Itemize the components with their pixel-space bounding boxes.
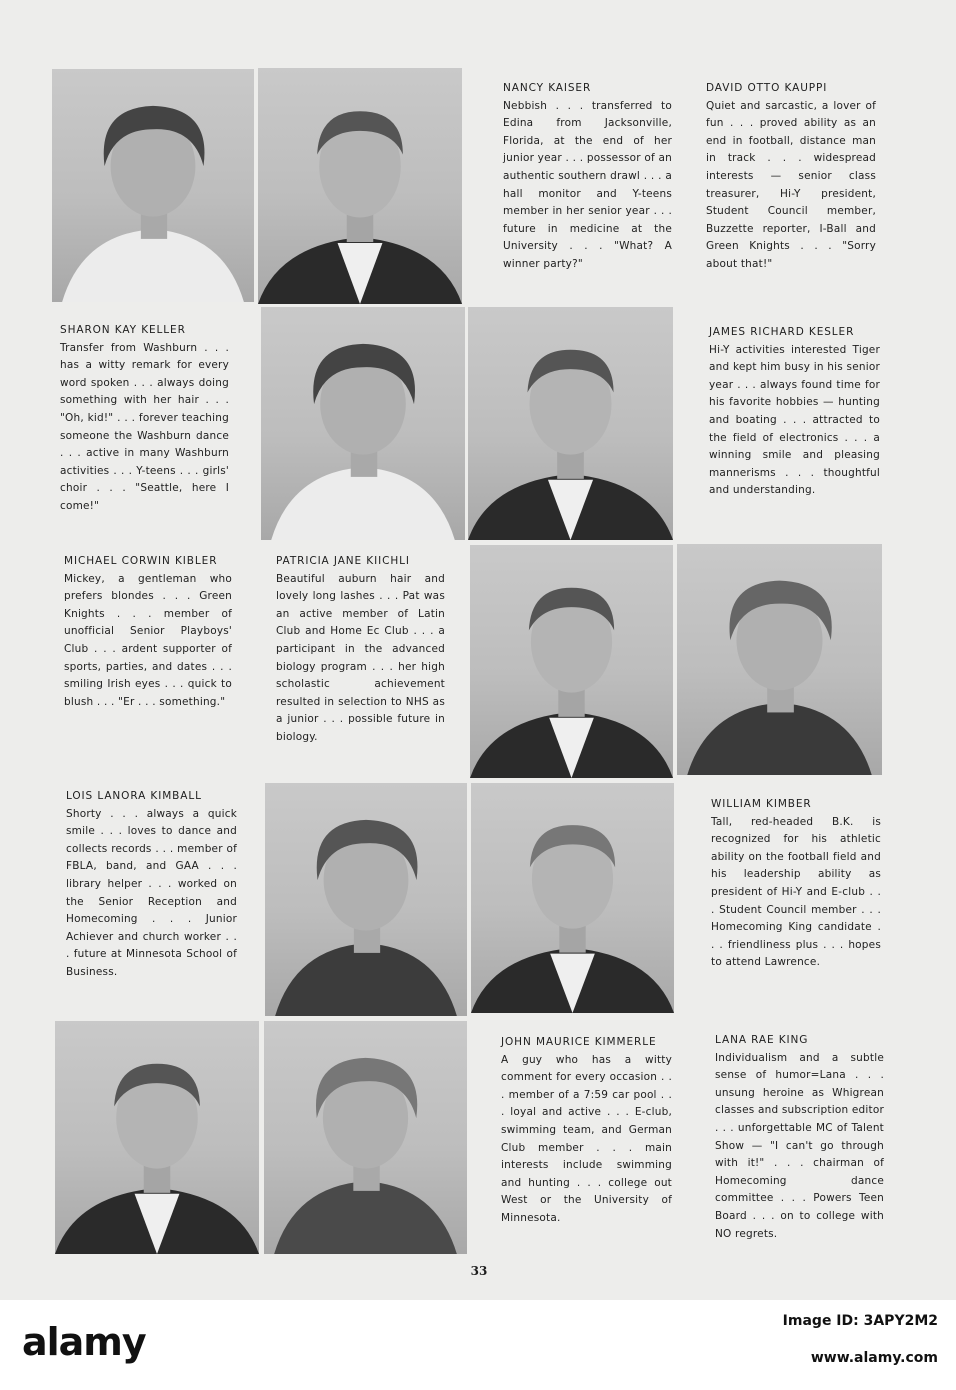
student-description: Hi-Y activities interested Tiger and kept him busy in his senior year . . . always found time for his favorite hobbies — hunting and boating . . . attracted to the field of electronics . . . a winning smile and pleasing mannerisms . . . thoughtful and understanding.	[709, 343, 880, 497]
student-name: LOIS LANORA KIMBALL	[66, 790, 202, 802]
student-bio-nancy-kaiser	[503, 80, 672, 274]
student-bio-patricia-jane-kiichli	[276, 553, 445, 747]
student-bio-james-richard-kesler	[709, 324, 880, 500]
student-name: LANA RAE KING	[715, 1034, 809, 1046]
student-bio-john-maurice-kimmerle	[501, 1034, 672, 1228]
portrait-photo-boy	[55, 1021, 259, 1254]
portrait-photo-girl	[52, 69, 254, 302]
student-bio-lois-lanora-kimball	[66, 788, 237, 982]
student-bio-michael-corwin-kibler	[64, 553, 232, 711]
student-bio-david-otto-kauppi	[706, 80, 876, 274]
student-name: DAVID OTTO KAUPPI	[706, 82, 828, 94]
portrait-photo-girl	[261, 307, 465, 540]
student-description: Shorty . . . always a quick smile . . . loves to dance and collects records . . . member of FBLA, band, and GAA . . . library helper . . . worked on the Senior Reception and Homecoming . . . Junior Achiever and church worker . . . future at Minnesota School of Business.	[66, 807, 237, 978]
student-name: MICHAEL CORWIN KIBLER	[64, 555, 218, 567]
student-bio-william-kimber	[711, 796, 881, 972]
student-name: NANCY KAISER	[503, 82, 592, 94]
student-description: A guy who has a witty comment for every occasion . . . member of a 7:59 car pool . . . loyal and active . . . E-club, swimming team, and German Club member . . . main interests include swimming and hunting . . . college out West or the University of Minnesota.	[501, 1053, 672, 1224]
portrait-photo-girl	[264, 1021, 467, 1254]
portrait-photo-girl	[265, 783, 467, 1016]
student-description: Beautiful auburn hair and lovely long lashes . . . Pat was an active member of Latin Club and Home Ec Club . . . a participant in the advanced biology program . . . her high scholastic achievement resulted in selection to NHS as a junior . . . possible future in biology.	[276, 572, 445, 743]
student-description: Mickey, a gentleman who prefers blondes . . . Green Knights . . . member of unofficial Senior Playboys' Club . . . ardent supporter of sports, parties, and dates . . . smiling Irish eyes . . . quick to blush . . . "Er . . . something."	[64, 572, 232, 708]
portrait-photo-boy	[471, 783, 674, 1013]
portrait-photo-boy	[470, 545, 673, 778]
portrait-photo-boy	[258, 68, 462, 304]
student-description: Tall, red-headed B.K. is recognized for his athletic ability on the football field and his leadership ability as president of Hi-Y and E-club . . . Student Council member . . . Homecoming King candidate . . . friendliness plus . . . hopes to attend Lawrence.	[711, 815, 881, 969]
student-bio-lana-rae-king	[715, 1032, 884, 1243]
student-name: JOHN MAURICE KIMMERLE	[501, 1036, 657, 1048]
student-bio-sharon-kay-keller	[60, 322, 229, 516]
student-description: Transfer from Washburn . . . has a witty remark for every word spoken . . . always doing something with her hair . . . "Oh, kid!" . . . forever teaching someone the Washburn dance . . . active in many Washburn activities . . . Y-teens . . . girls' choir . . . "Seattle, here I come!"	[60, 341, 229, 512]
page-number: 33	[470, 1264, 488, 1278]
student-description: Individualism and a subtle sense of humor=Lana . . . unsung heroine as Whigrean classes and subscription editor . . . unforgettable MC of Talent Show — "I can't go through with it!" . . . chairman of Homecoming dance committee . . . Powers Teen Board . . . on to college with NO regrets.	[715, 1051, 884, 1240]
student-name: PATRICIA JANE KIICHLI	[276, 555, 410, 567]
image-id-label: Image ID: 3APY2M2	[782, 1313, 938, 1329]
portrait-photo-girl	[677, 544, 882, 775]
portrait-photo-boy	[468, 307, 673, 540]
student-name: SHARON KAY KELLER	[60, 324, 186, 336]
student-name: JAMES RICHARD KESLER	[709, 326, 855, 338]
brand-logo: alamy	[22, 1320, 146, 1364]
student-name: WILLIAM KIMBER	[711, 798, 812, 810]
student-description: Quiet and sarcastic, a lover of fun . . . proved ability as an end in football, distance man in track . . . widespread interests — senior class treasurer, Hi-Y president, Student Council member, Buzzette reporter, I-Ball and Green Knights . . . "Sorry about that!"	[706, 99, 876, 270]
student-description: Nebbish . . . transferred to Edina from Jacksonville, Florida, at the end of her junior year . . . possessor of an authentic southern drawl . . . a hall monitor and Y-teens member in her senior year . . . future in medicine at the University . . . "What? A winner party?"	[503, 99, 672, 270]
site-url[interactable]: www.alamy.com	[810, 1350, 938, 1366]
